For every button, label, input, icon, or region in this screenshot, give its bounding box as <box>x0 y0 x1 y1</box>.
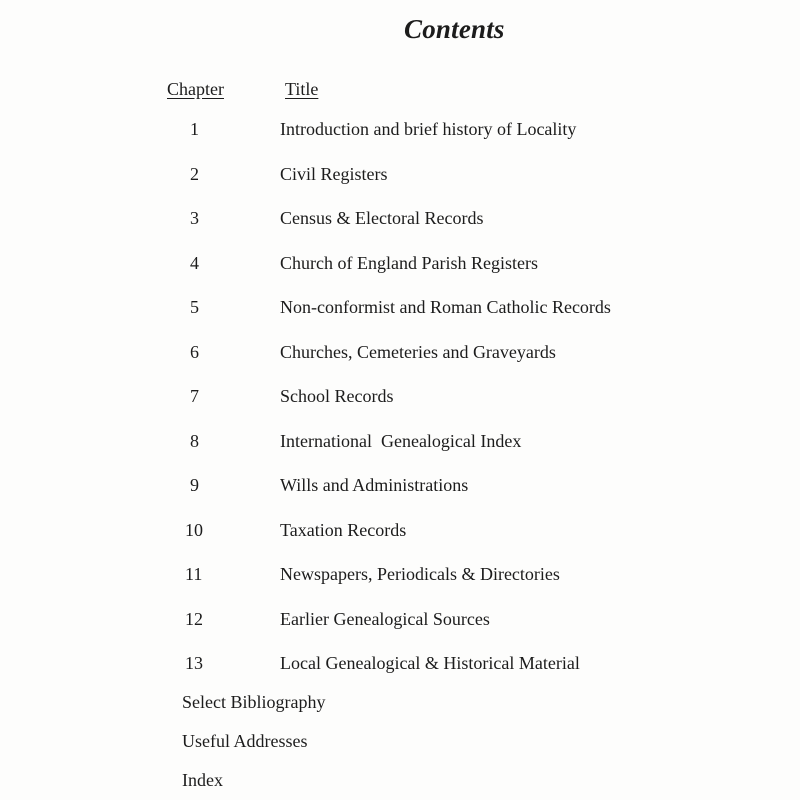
chapter-number: 6 <box>190 341 199 362</box>
chapter-number: 8 <box>190 430 199 451</box>
chapter-number: 11 <box>185 564 203 584</box>
back-matter-item: Select Bibliography <box>182 692 326 712</box>
contents-row <box>0 116 800 161</box>
contents-row <box>0 294 800 339</box>
contents-row <box>0 561 800 606</box>
chapter-title: Taxation Records <box>280 519 407 540</box>
contents-row <box>0 606 800 651</box>
chapter-number: 5 <box>190 297 199 317</box>
chapter-number: 13 <box>185 653 203 673</box>
back-matter-item: Index <box>182 770 223 790</box>
chapter-number: 7 <box>190 386 199 406</box>
chapter-number: 3 <box>190 208 199 228</box>
contents-row <box>0 472 800 517</box>
contents-row <box>0 339 800 384</box>
title-column-header: Title <box>285 79 319 99</box>
chapter-title: Wills and Administrations <box>280 475 469 495</box>
back-matter-list <box>182 690 325 807</box>
chapter-title: School Records <box>280 386 394 406</box>
chapter-number: 4 <box>190 252 199 273</box>
contents-row <box>0 428 800 473</box>
contents-row <box>0 161 800 206</box>
contents-row <box>0 650 800 695</box>
chapter-column-header: Chapter <box>167 79 224 99</box>
chapter-title: Census & Electoral Records <box>280 208 484 228</box>
chapter-title: Civil Registers <box>280 163 388 184</box>
chapter-title: Newspapers, Periodicals & Directories <box>280 564 560 584</box>
page-title: Contents <box>404 14 505 44</box>
contents-row <box>0 517 800 562</box>
chapter-title: Introduction and brief history of Locality <box>280 119 577 139</box>
chapter-title: Local Genealogical & Historical Material <box>280 653 580 673</box>
chapter-title: Church of England Parish Registers <box>280 252 538 273</box>
chapter-number: 12 <box>185 608 203 629</box>
chapter-title: Earlier Genealogical Sources <box>280 608 490 629</box>
contents-row <box>0 205 800 250</box>
chapter-number: 9 <box>190 475 199 495</box>
chapter-title: International Genealogical Index <box>280 430 522 451</box>
contents-list <box>0 116 800 695</box>
back-matter-item: Useful Addresses <box>182 731 308 751</box>
contents-row <box>0 383 800 428</box>
contents-row <box>0 250 800 295</box>
chapter-number: 1 <box>190 119 199 139</box>
chapter-title: Non-conformist and Roman Catholic Records <box>280 297 611 317</box>
chapter-number: 10 <box>185 519 203 540</box>
chapter-title: Churches, Cemeteries and Graveyards <box>280 341 556 362</box>
chapter-number: 2 <box>190 163 199 184</box>
